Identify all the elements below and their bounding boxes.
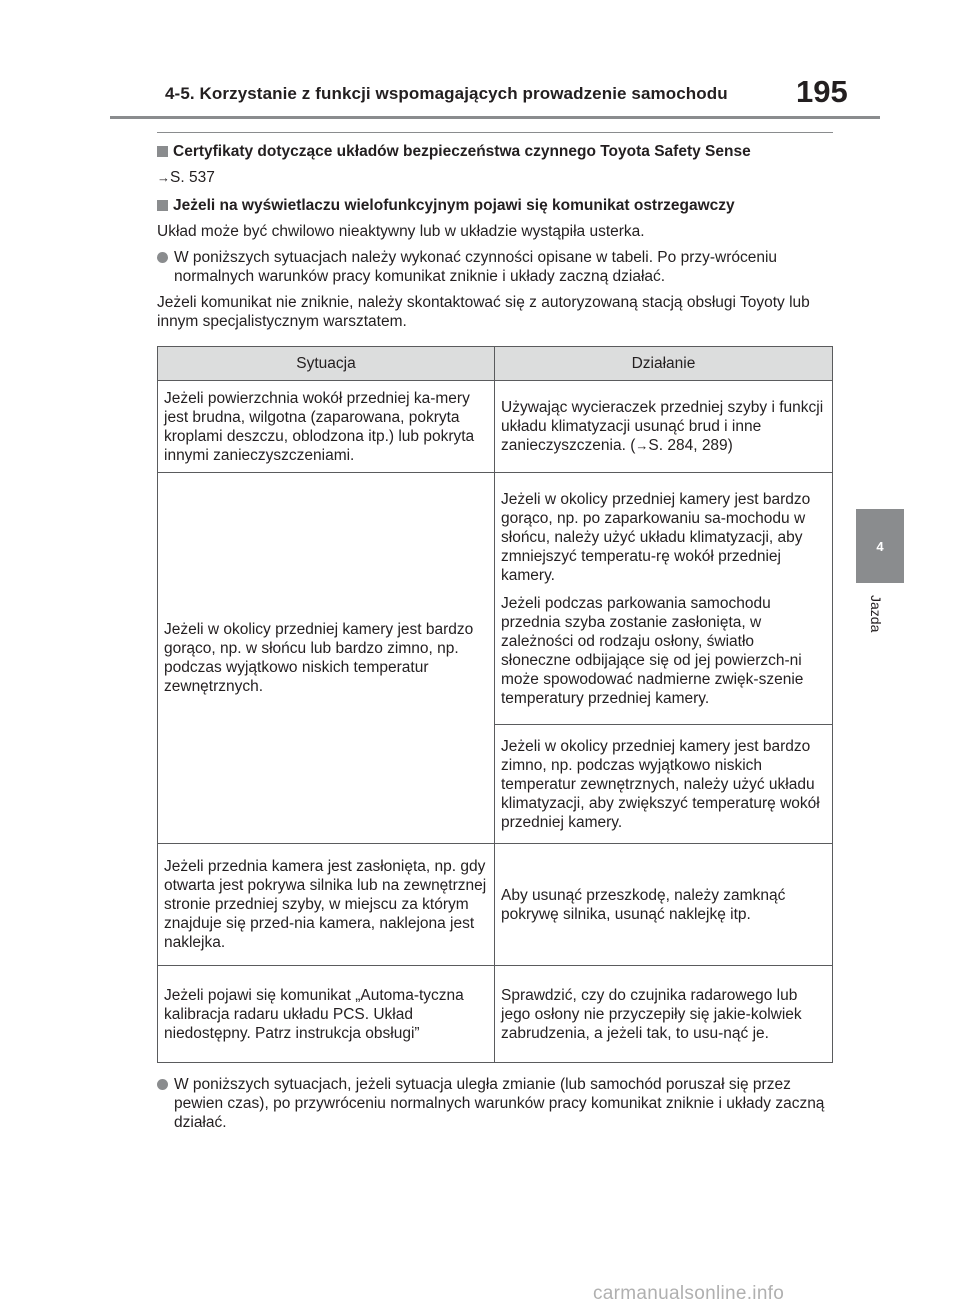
- header-divider: [110, 116, 880, 119]
- action-cell: Aby usunąć przeszkodę, należy zamknąć pokrywę silnika, usunąć naklejkę itp.: [495, 844, 833, 966]
- arrow-right-icon: →: [157, 170, 170, 185]
- content-divider: [157, 132, 833, 133]
- bullet-recovery: [155, 1075, 833, 1132]
- situation-cell: Jeżeli pojawi się komunikat „Automa-tyczna kalibracja radaru układu PCS. Układ niedostępny. Patrz instrukcja obsługi”: [158, 966, 495, 1063]
- action-cell: [495, 473, 833, 725]
- cert-reference-text: S. 537: [170, 169, 215, 186]
- action-text-parking: Jeżeli podczas parkowania samochodu przednia szyba zostanie zasłonięta, w zależności od rodzaju osłony, światło słoneczne odbijające się od jej powierzch-ni może spowodować nadmierne zwięk-szenie temperatury przedniej kamery.: [501, 594, 804, 707]
- footer-watermark: carmanualsonline.info: [593, 1283, 785, 1304]
- chapter-number: 4: [876, 538, 884, 554]
- column-header-action: Działanie: [495, 347, 833, 381]
- situation-cell: Jeżeli w okolicy przedniej kamery jest bardzo gorąco, np. w słońcu lub bardzo zimno, np. podczas wyjątkowo niskich temperatur zewnętrznych.: [158, 473, 495, 844]
- page-content: [155, 132, 833, 1132]
- cert-heading: [155, 141, 833, 163]
- table-row: [158, 381, 833, 473]
- message-heading-text: Jeżeli na wyświetlaczu wielofunkcyjnym pojawi się komunikat ostrzegawczy: [173, 197, 735, 214]
- column-header-situation: Sytuacja: [158, 347, 495, 381]
- arrow-right-icon: →: [635, 438, 649, 453]
- warning-table: [157, 346, 833, 1063]
- table-row: [158, 473, 833, 725]
- bullet-text: W poniższych sytuacjach należy wykonać czynności opisane w tabeli. Po przy-wróceniu normalnych warunków pracy komunikat zniknie i układy zaczną działać.: [174, 249, 778, 285]
- page-number: 195: [796, 74, 848, 109]
- action-cell: [495, 381, 833, 473]
- action-text: Używając wycieraczek przedniej szyby i funkcji układu klimatyzacji usunąć brud i inne zanieczyszczenia. (: [501, 399, 824, 454]
- table-row: [158, 966, 833, 1063]
- bullet-text: W poniższych sytuacjach, jeżeli sytuacja uległa zmianie (lub samochód poruszał się przez pewien czas), po przywróceniu normalnych warunków pracy komunikat zniknie i układy zaczną działać.: [174, 1076, 825, 1131]
- bullet-table-instructions: [155, 248, 833, 286]
- chapter-label: Jazda: [868, 595, 884, 633]
- cert-heading-text: Certyfikaty dotyczące układów bezpieczeństwa czynnego Toyota Safety Sense: [173, 143, 751, 160]
- message-heading: [155, 195, 833, 217]
- cert-reference[interactable]: [157, 168, 833, 188]
- action-reference[interactable]: S. 284, 289): [648, 437, 733, 454]
- square-bullet-icon: [157, 146, 168, 157]
- section-title: 4-5. Korzystanie z funkcji wspomagających prowadzenie samochodu: [165, 84, 728, 103]
- situation-cell: Jeżeli powierzchnia wokół przedniej ka-mery jest brudna, wilgotna (zaparowana, pokryta kroplami deszczu, oblodzona itp.) lub pokryta innymi zanieczyszczeniami.: [158, 381, 495, 473]
- contact-paragraph: Jeżeli komunikat nie zniknie, należy skontaktować się z autoryzowaną stacją obsługi Toyoty lub innym specjalistycznym warsztatem.: [157, 294, 810, 330]
- table-row: [158, 844, 833, 966]
- round-bullet-icon: [157, 1079, 168, 1090]
- round-bullet-icon: [157, 252, 168, 263]
- intro-paragraph: Układ może być chwilowo nieaktywny lub w układzie wystąpiła usterka.: [157, 223, 645, 240]
- situation-cell: Jeżeli przednia kamera jest zasłonięta, np. gdy otwarta jest pokrywa silnika lub na zewnętrznej stronie przedniej szyby, w miejscu za którym znajduje się przed-nia kamera, naklejona jest naklejka.: [158, 844, 495, 966]
- action-cell: Sprawdzić, czy do czujnika radarowego lub jego osłony nie przyczepiły się jakie-kolwiek zabrudzenia, a jeżeli tak, to usu-nąć je.: [495, 966, 833, 1063]
- action-cell: Jeżeli w okolicy przedniej kamery jest bardzo zimno, np. podczas wyjątkowo niskich temperatur zewnętrznych, należy użyć układu klimatyzacji, aby zwiększyć temperaturę wokół przedniej kamery.: [495, 725, 833, 844]
- chapter-tab[interactable]: [856, 509, 904, 583]
- action-text-hot: Jeżeli w okolicy przedniej kamery jest bardzo gorąco, np. po zaparkowaniu sa-mochodu w słońcu, należy użyć układu klimatyzacji, aby zmniejszyć temperatu-rę wokół przedniej kamery.: [501, 490, 811, 584]
- table-header-row: [158, 347, 833, 381]
- square-bullet-icon: [157, 200, 168, 211]
